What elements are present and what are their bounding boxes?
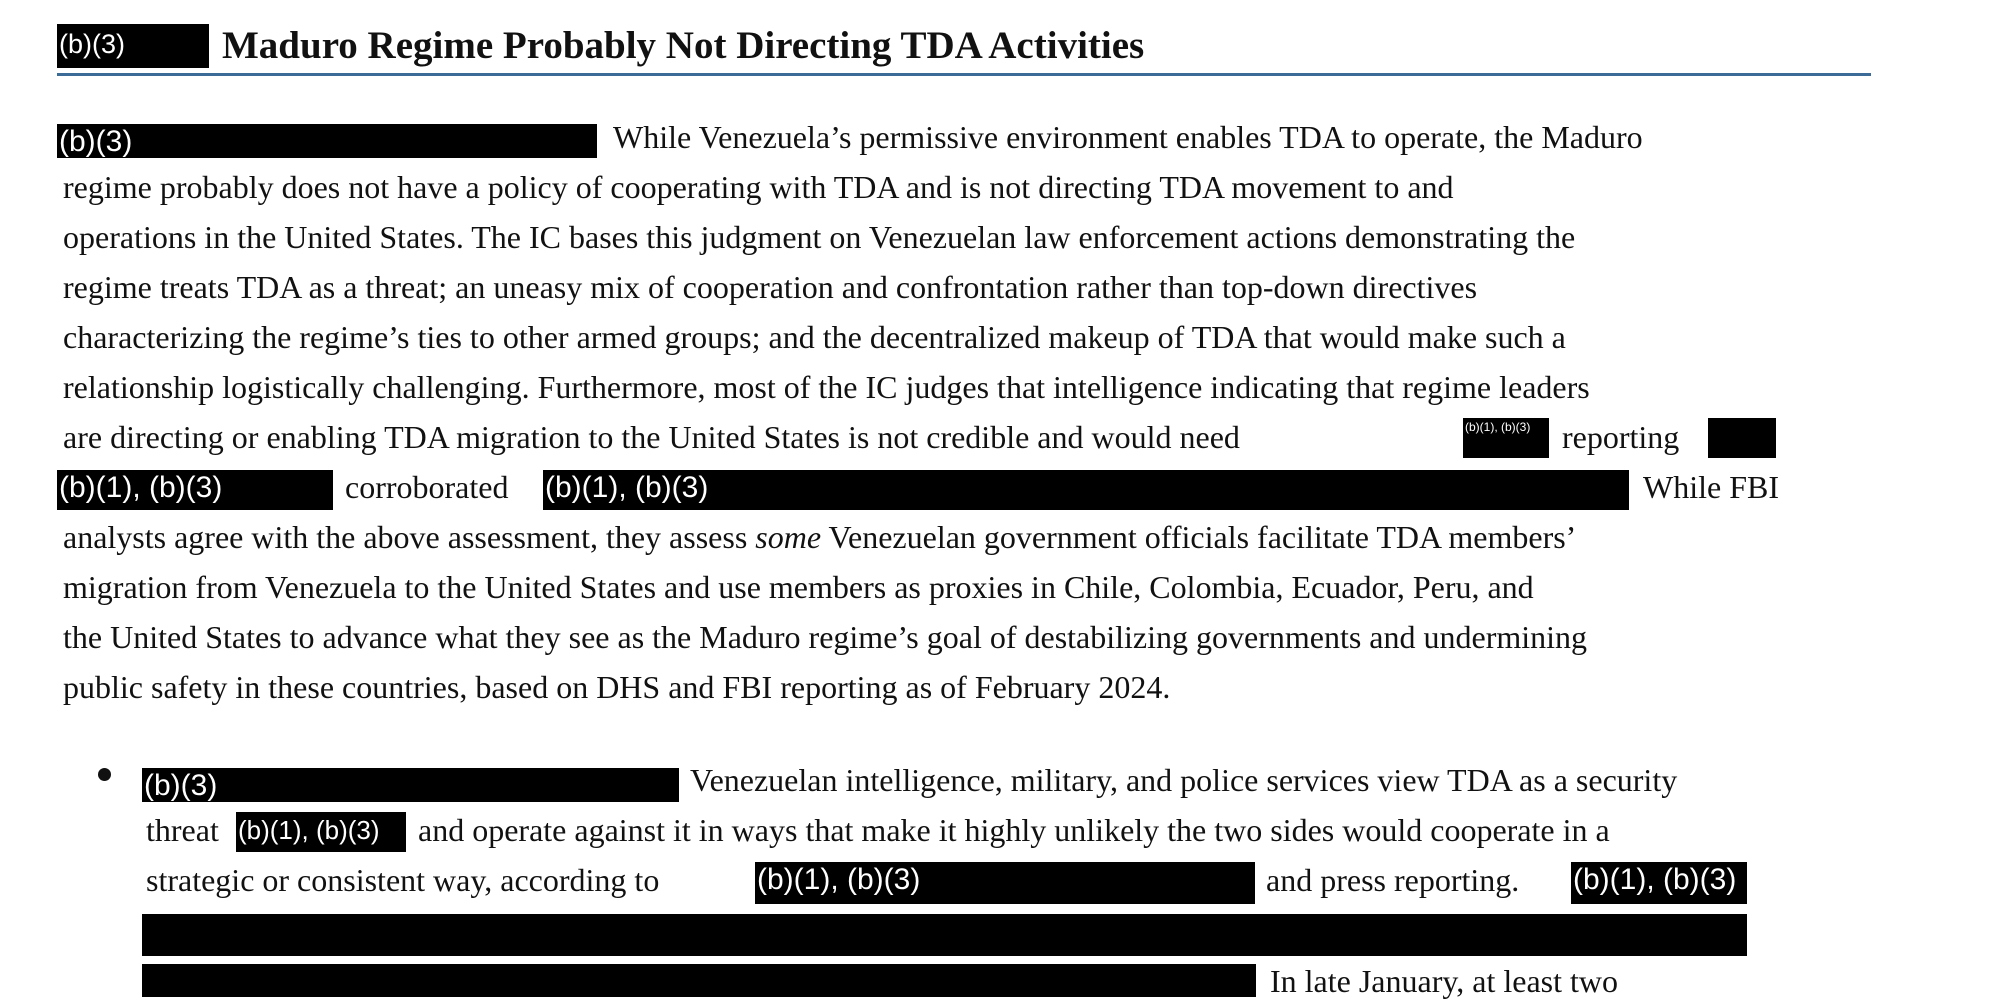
paragraph-portion-mark: (b)(3) [57,124,597,158]
paragraph-line-9-end: Venezuelan government officials facilitate TDA members’ [828,519,1577,555]
paragraph-line-9-start: analysts agree with the above assessment, they assess [63,519,748,555]
paragraph-emphasis-some: some [755,519,822,555]
paragraph-word-corroborated: corroborated [345,469,509,505]
bullet-word-threat: threat [146,812,219,848]
paragraph-word-reporting: reporting [1562,419,1680,455]
bullet-press-reporting: and press reporting. [1266,862,1520,898]
paragraph-line-12: public safety in these countries, based on DHS and FBI reporting as of February 2024. [63,669,1171,705]
paragraph-line-9 [63,516,1576,558]
redaction-after-reporting [1708,418,1776,458]
heading-underline [57,73,1871,76]
paragraph-line-6: relationship logistically challenging. Furthermore, most of the IC judges that intelligence indicating that regime leaders [63,369,1590,405]
paragraph-line-4: regime treats TDA as a threat; an uneasy mix of cooperation and confrontation rather than top-down directives [63,269,1478,305]
redaction-line-8-start: (b)(1), (b)(3) [57,470,333,510]
bullet-line-2: and operate against it in ways that make it highly unlikely the two sides would cooperate in a [418,812,1610,848]
paragraph-line-3: operations in the United States. The IC bases this judgment on Venezuelan law enforcement actions demonstrating the [63,219,1576,255]
heading-title: Maduro Regime Probably Not Directing TDA Activities [222,24,1145,67]
paragraph-line-5: characterizing the regime’s ties to other armed groups; and the decentralized makeup of TDA that would make such a [63,319,1566,355]
redaction-bullet-line-5 [142,964,1256,997]
bullet-line-3: strategic or consistent way, according to [146,862,660,898]
section-heading [57,18,1871,76]
paragraph-while-fbi: While FBI [1643,469,1779,505]
redaction-corroborated: (b)(1), (b)(3) [543,470,1629,510]
redaction-bullet-line-4 [142,914,1747,956]
redaction-according-to: (b)(1), (b)(3) [755,862,1255,904]
paragraph-line-11: the United States to advance what they see as the Maduro regime’s goal of destabilizing governments and undermining [63,619,1588,655]
paragraph-line-10: migration from Venezuela to the United States and use members as proxies in Chile, Colombia, Ecuador, Peru, and [63,569,1534,605]
bullet-dot [98,768,111,781]
heading-portion-mark: (b)(3) [57,24,209,68]
paragraph-line-2: regime probably does not have a policy of cooperating with TDA and is not directing TDA movement to and [63,169,1454,205]
bullet-line-5: In late January, at least two [1270,963,1619,999]
bullet-line-1: Venezuelan intelligence, military, and police services view TDA as a security [690,762,1678,798]
paragraph-line-1: While Venezuela’s permissive environment enables TDA to operate, the Maduro [613,119,1643,155]
redaction-threat: (b)(1), (b)(3) [236,812,406,852]
redaction-press-reporting: (b)(1), (b)(3) [1571,862,1747,904]
paragraph-line-7: are directing or enabling TDA migration to the United States is not credible and would need [63,419,1240,455]
bullet-portion-mark: (b)(3) [142,768,679,802]
redaction-need: (b)(1), (b)(3) [1463,418,1549,458]
